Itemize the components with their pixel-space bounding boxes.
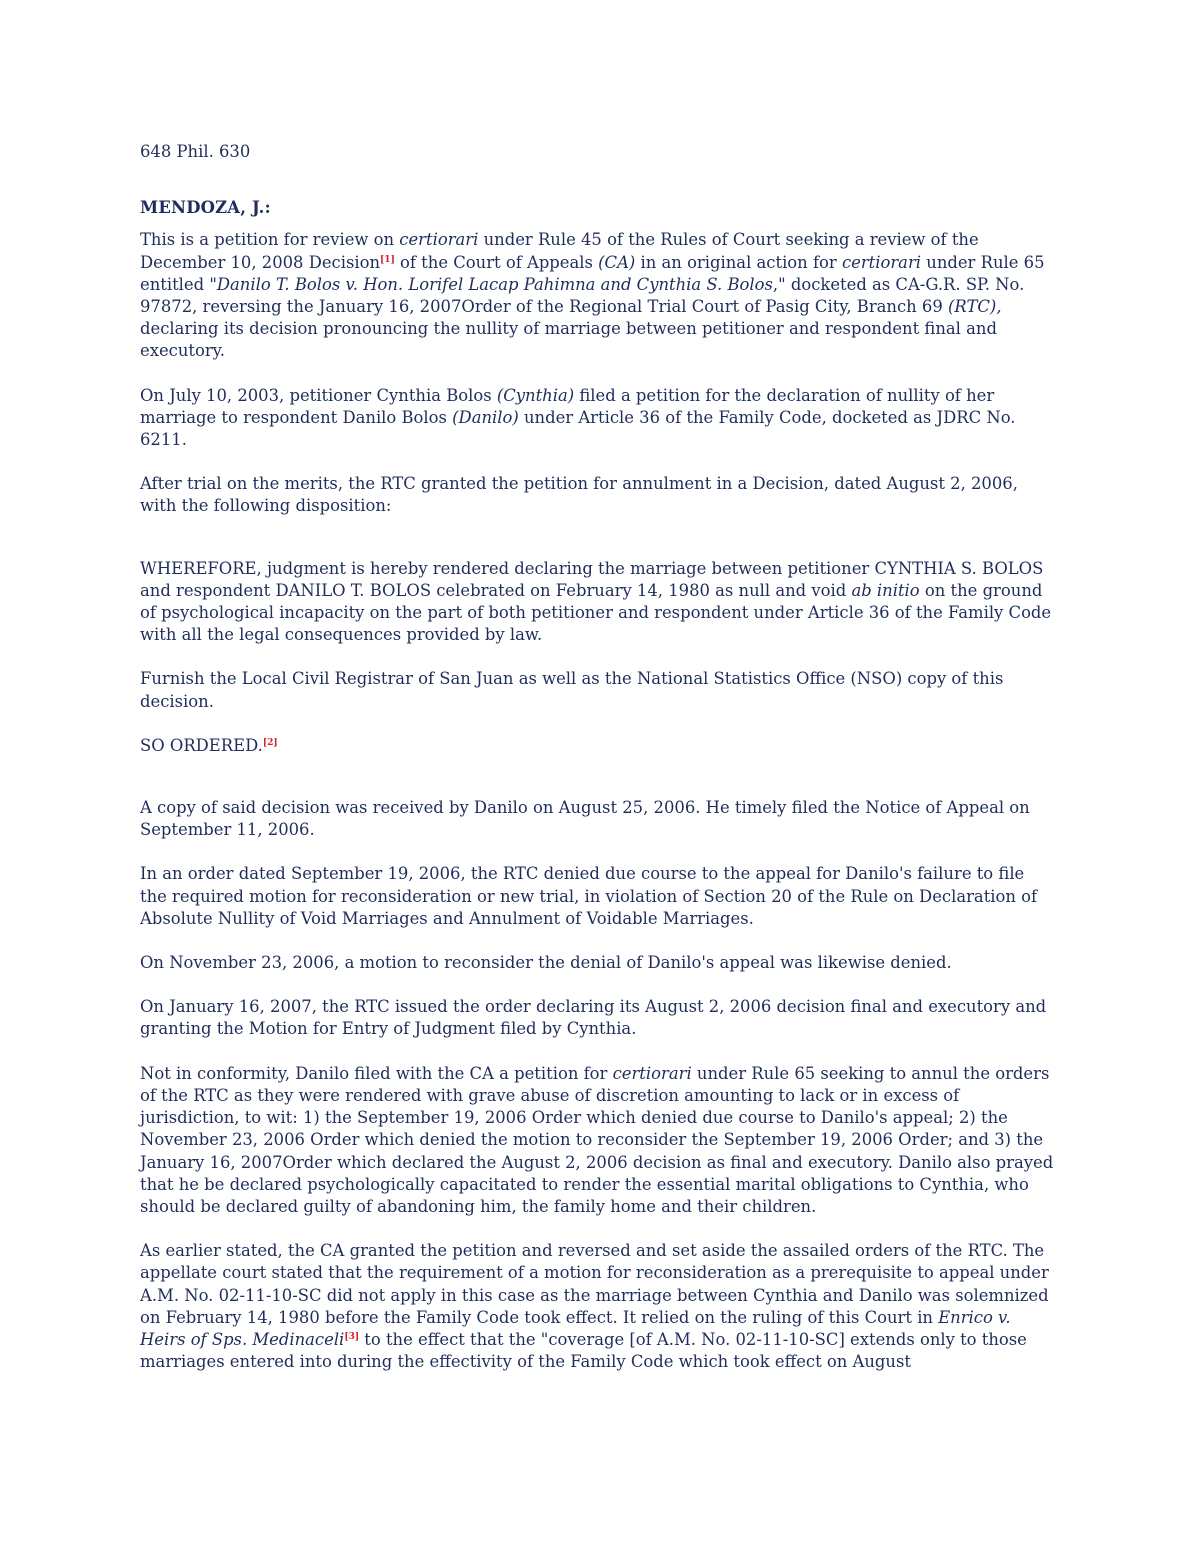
text: under Rule 65 entitled " — [140, 252, 1045, 294]
italic-term: (Cynthia) — [496, 385, 575, 405]
quote-paragraph-1 — [140, 558, 1055, 647]
text: under Article 36 of the Family Code, docketed as JDRC No. 6211. — [140, 407, 1016, 450]
text: This is a petition for review on — [140, 230, 400, 250]
text: declaring its decision pronouncing the nullity of marriage between petitioner and respondent final and executory. — [140, 319, 997, 361]
italic-term: certiorari — [399, 230, 479, 250]
text: SO ORDERED. — [140, 735, 263, 755]
case-citation: 648 Phil. 630 — [140, 142, 251, 161]
text: on the ground of psychological incapacity on the part of both petitioner and respondent under Article 36 of the Family Code with all the legal consequences provided by law. — [140, 580, 1052, 645]
text: under Rule 45 of the Rules of Court seeking a review of the December 10, 2008 Decision — [140, 230, 979, 272]
case-title: Danilo T. Bolos v. Hon. Lorifel Lacap Pahimna and Cynthia S. Bolos — [216, 274, 773, 294]
quote-paragraph-3 — [140, 735, 1055, 757]
text: Not in conformity, Danilo filed with the CA a petition for — [140, 1063, 613, 1083]
paragraph-2 — [140, 385, 1055, 452]
footnote-link-2[interactable]: [2] — [262, 737, 278, 748]
text: in an original action for — [635, 252, 842, 272]
italic-term: (CA) — [598, 252, 636, 272]
paragraph-1 — [140, 229, 1055, 362]
quoted-disposition — [140, 558, 1055, 757]
footnote-link-3[interactable]: [3] — [344, 1331, 360, 1342]
paragraph-6: On November 23, 2006, a motion to reconsider the denial of Danilo's appeal was likewise denied. — [140, 953, 952, 973]
text: As earlier stated, the CA granted the petition and reversed and set aside the assailed orders of the RTC. The appellate court stated that the requirement of a motion for reconsideration as a prerequisite to appeal under A.M. No. 02-11-10-SC did not apply in this case as the marriage between Cynthia and Danilo was solemnized on February 14, 1980 before the Family Code took effect. It relied on the ruling of this Court in — [140, 1241, 1049, 1327]
italic-term: certiorari — [841, 252, 922, 272]
italic-term: (RTC), — [948, 297, 1002, 317]
paragraph-7: On January 16, 2007, the RTC issued the order declaring its August 2, 2006 decision final and executory and granting the Motion for Entry of Judgment filed by Cynthia. — [140, 997, 1047, 1039]
paragraph-8 — [140, 1063, 1055, 1218]
paragraph-9 — [140, 1240, 1055, 1373]
text: filed a petition for the declaration of nullity of her marriage to respondent Danilo Bolos — [140, 385, 995, 427]
italic-term: ab initio — [851, 580, 920, 600]
paragraph-5: In an order dated September 19, 2006, the RTC denied due course to the appeal for Danilo's failure to file the required motion for reconsideration or new trial, in violation of Section 20 of the Rule on Declaration of Absolute Nullity of Void Marriages and Annulment of Voidable Marriages. — [140, 864, 1038, 928]
italic-term: (Danilo) — [452, 407, 519, 427]
text: under Rule 65 seeking to annul the orders of the RTC as they were rendered with grave abuse of discretion amounting to lack or in excess of jurisdiction, to wit: 1) the September 19, 2006 Order which denied due course to Danilo's appeal; 2) the November 23, 2006 Order which denied the motion to reconsider the September 19, 2006 Order; and 3) the January 16, 2007Order which declared the August 2, 2006 decision as final and executory. Danilo also prayed that he be declared psychologically capacitated to render the essential marital obligations to Cynthia, who should be declared guilty of abandoning him, the family home and their children. — [140, 1063, 1054, 1216]
spacer — [140, 779, 1055, 797]
text: On July 10, 2003, petitioner Cynthia Bolos — [140, 385, 497, 405]
paragraph-3: After trial on the merits, the RTC granted the petition for annulment in a Decision, dated August 2, 2006, with the following disposition: — [140, 474, 1018, 516]
text: WHEREFORE, judgment is hereby rendered declaring the marriage between petitioner CYNTHIA S. BOLOS and respondent DANILO T. BOLOS celebrated on February 14, 1980 as null and void — [140, 558, 1044, 600]
paragraph-4: A copy of said decision was received by Danilo on August 25, 2006. He timely filed the Notice of Appeal on September 11, 2006. — [140, 798, 1030, 840]
footnote-link-1[interactable]: [1] — [380, 254, 395, 265]
italic-term: certiorari — [612, 1063, 692, 1083]
text: to the effect that the "coverage [of A.M. No. 02-11-10-SC] extends only to those marriages entered into during the effectivity of the Family Code which took effect on August — [140, 1329, 1027, 1372]
case-title: Enrico v. Heirs of Sps. Medinaceli — [140, 1307, 1011, 1349]
quote-paragraph-2: Furnish the Local Civil Registrar of San Juan as well as the National Statistics Office (NSO) copy of this decision. — [140, 669, 1004, 711]
document-page — [140, 141, 1055, 1395]
ponente-heading: MENDOZA, J.: — [140, 198, 271, 218]
text: ," docketed as CA-G.R. SP. No. 97872, reversing the January 16, 2007Order of the Regional Trial Court of Pasig City, Branch 69 — [140, 274, 1025, 317]
text: of the Court of Appeals — [394, 252, 599, 272]
